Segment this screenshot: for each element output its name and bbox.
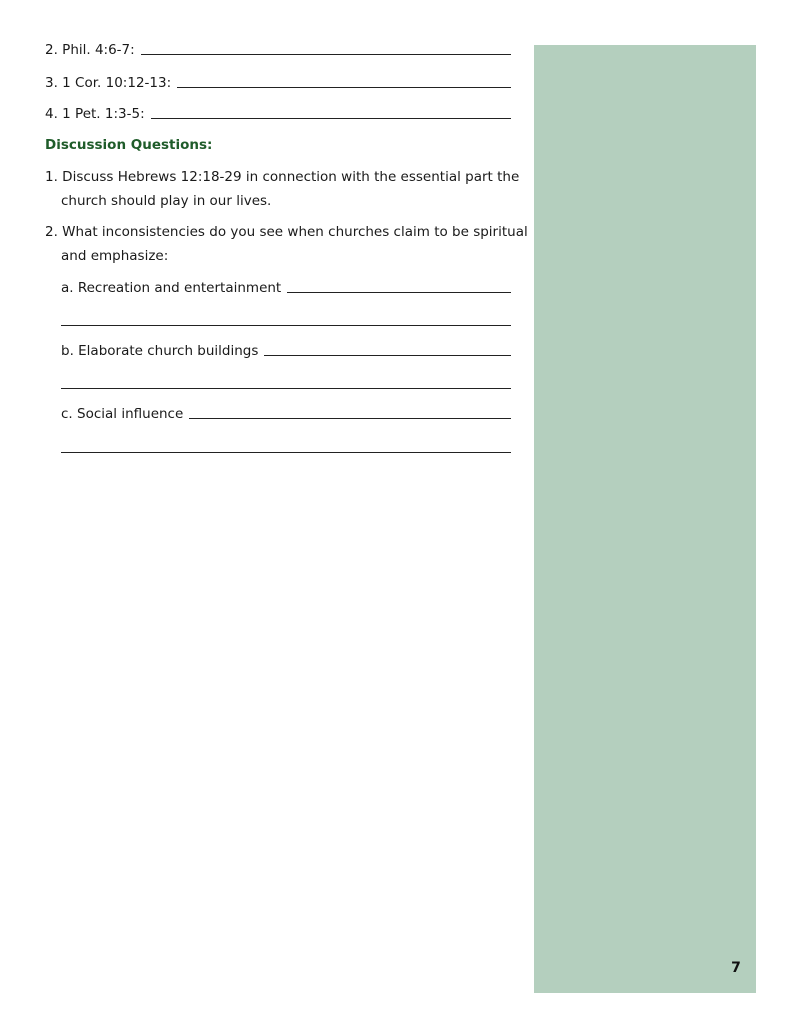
answer-blank[interactable] <box>264 341 511 356</box>
answer-blank[interactable] <box>151 104 511 119</box>
sidebar-panel <box>534 45 756 993</box>
sub-item-label: b. Elaborate church buildings <box>61 343 259 359</box>
scripture-ref-label: 2. Phil. 4:6-7: <box>45 42 135 58</box>
sub-item-label: c. Social influence <box>61 406 184 422</box>
scripture-ref-line <box>45 73 511 93</box>
discussion-question: 1. Discuss Hebrews 12:18-29 in connection with the essential part the church should play in our lives. <box>45 169 520 209</box>
scripture-ref-line <box>45 40 511 60</box>
answer-blank[interactable] <box>61 452 511 453</box>
answer-blank[interactable] <box>287 278 511 293</box>
scripture-ref-line <box>45 104 511 124</box>
sub-item-line <box>61 341 511 361</box>
scripture-ref-label: 3. 1 Cor. 10:12-13: <box>45 75 172 91</box>
answer-blank[interactable] <box>177 73 511 88</box>
answer-blank[interactable] <box>141 40 511 55</box>
scripture-ref-label: 4. 1 Pet. 1:3-5: <box>45 106 145 122</box>
page-number: 7 <box>731 960 741 976</box>
section-heading: Discussion Questions: <box>45 137 213 153</box>
discussion-question: 2. What inconsistencies do you see when churches claim to be spiritual and emphasize: <box>45 224 528 264</box>
sub-item-label: a. Recreation and entertainment <box>61 280 282 296</box>
answer-blank[interactable] <box>61 325 511 326</box>
answer-blank[interactable] <box>61 388 511 389</box>
sub-item-line <box>61 404 511 424</box>
answer-blank[interactable] <box>189 404 511 419</box>
sub-item-line <box>61 278 511 298</box>
